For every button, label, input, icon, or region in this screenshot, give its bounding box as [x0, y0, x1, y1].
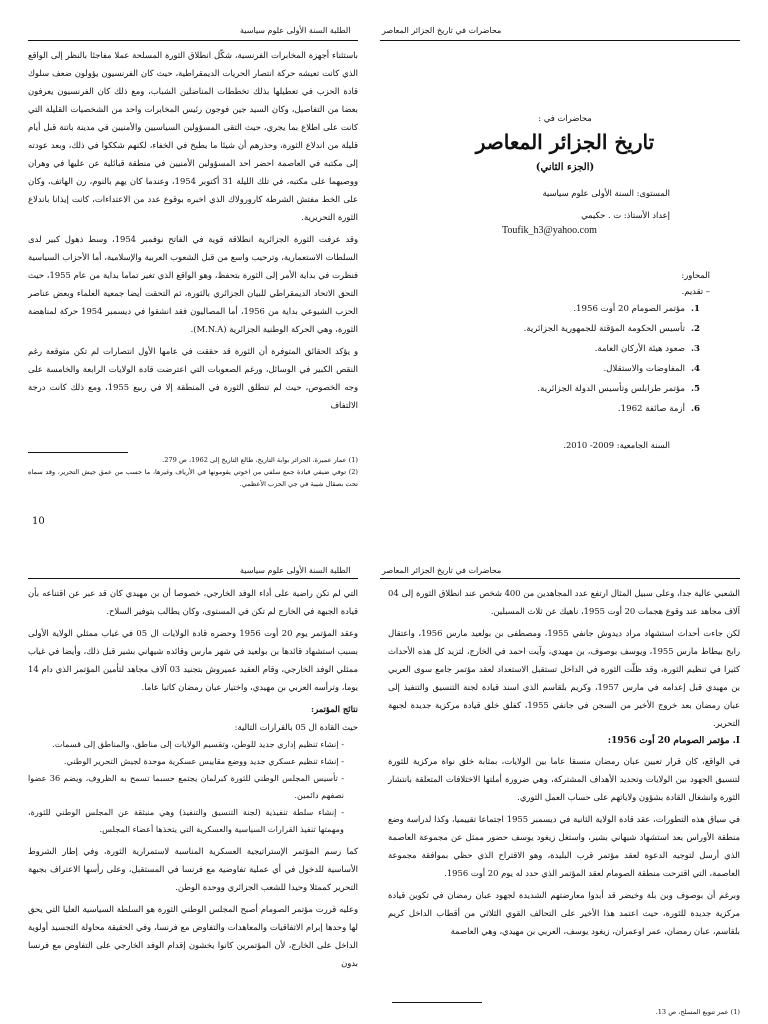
paragraph: باستثناء أجهزة المخابرات الفرنسية، شكّل انطلاق الثورة المسلحة عملا مفاجئا بالنظر إلى الواقع الذي كانت تعيشه حركة انتصار الحريات الديمقراطية، حيث كان الفرنسيون يؤولون ضعف سلوك قادة الحزب في تعطيلها بذلك تخططات المناضلين الشباب، ومع ذلك كان الفرنسيون يعرفون بعضا من التفاصيل، وكان السيد جين فوجون رئيس المخابرات واحد من الشخصيات القليلة التي كانت على اطلاع بما يجري، حيث التقى المسؤولين السياسيين والأمنيين في مدينة باتنة قبل أيام قليلة من اندلاع الثورة، وحذرهم أن شيئا ما يطبخ في الخفاء، لكنهم شككوا في ذلك، وبعد عودته إلى مكتبه في العاصمة احضر احد المسؤولين الأمنيين في منطقة قبائلية عن عليها في وهران ووصيهما على مكتبه، في تلك الليلة 31 أكتوبر 1954، وعندما كان يهم بالنوم، رن الهاتف، وكان على الخط مفتش الشرطة كارورولاك الذي اخبره بوقوع عدد من الاعتداءات، كانت إيذانا باندلاع الثورة التحريرية. [28, 50, 358, 222]
page-10-footnotes [28, 454, 358, 494]
footnote-rule [392, 1002, 482, 1003]
author-email: Toufik_h3@yahoo.com [502, 225, 597, 236]
toc-item: 5.مؤتمر طرابلس وتأسيس الدولة الجزائرية. [537, 384, 700, 394]
toc-item: 4.المفاوضات والاستقلال. [603, 364, 700, 374]
results-intro: حيث القادة ال 05 بالقرارات التالية: [234, 722, 358, 732]
page-10-body [28, 46, 358, 410]
toc-item: 3.صعود هيئة الأركان العامة. [594, 344, 700, 354]
title-page [420, 110, 710, 510]
results-label: نتائج المؤتمر: [311, 704, 358, 714]
toc-item: 6.أزمة صائفة 1962. [617, 404, 700, 414]
footnote: (1) عمر تنويع المسلح، ص 13. [655, 1008, 740, 1016]
toc-item: 1.مؤتمر الصومام 20 أوت 1956. [573, 304, 700, 314]
paragraph: وقد عرفت الثورة الجزائرية انطلاقة قوية في الفاتح نوفمبر 1954، وسط ذهول كبير لدى السلطات الاستعمارية، وترحيب واسع من قبل الشعوب العربية والإسلامية، أما الأحزاب السياسية فنظرت في بداية الأمر إلى الثورة بتحفظ، وهو الواقع الذي تغير تماما بداية من عام 1955، حيث التحق الاتحاد الديمقراطي للبيان الجزائري بالثورة، ثم التحقت أيضا جمعية العلماء وبعض عناصر الحزب الشيوعي بداية من 1956، أما المصاليون فقد انشقوا في ديسمبر 1954 حركة لمناهضة الثورة، وهي الحركة الوطنية الجزائرية (M.N.A). [28, 234, 358, 334]
bottom-right-body [388, 584, 740, 984]
section-heading: I. مؤتمر الصومام 20 أوت 1956: [607, 736, 740, 746]
running-header-left: الطلبة السنة الأولى علوم سياسية [240, 566, 351, 575]
academic-year: السنة الجامعية: 2009- 2010. [563, 440, 670, 450]
running-header-right: محاضرات في تاريخ الجزائر المعاصر [382, 26, 502, 35]
toc-item: 2.تأسيس الحكومة المؤقتة للجمهورية الجزائرية. [523, 324, 700, 334]
prepared-by: إعداد الأستاذ: ت . حكيمي [581, 210, 670, 220]
paragraph: كما رسم المؤتمر الإستراتيجية العسكرية المناسبة لاستمرارية الثورة، وفي إطار الشروط الأساسية للدخول في أي عملية تفاوضية مع فرنسا في المستقبل، وعلى رأسها الاعتراف بجبهة التحرير كممثلا وحيدا للشعب الجزائري ووحدة الوطن. [28, 846, 358, 892]
results-list [28, 736, 358, 838]
running-header-left: الطلبة السنة الأولى علوم سياسية [240, 26, 351, 35]
axes-label: المحاور: [681, 270, 710, 280]
bottom-sheet [0, 556, 768, 1024]
list-item: - تأسيس المجلس الوطني للثورة كبرلمان يجتمع حسبما تسمح به الظروف، ويضم 36 عضوا نصفهم دائمين. [28, 770, 344, 804]
paragraph: وعقد المؤتمر يوم 20 أوت 1956 وحضره قادة الولايات ال 05 في غياب ممثلي الولاية الأولى بسبب استشهاد قائدها بن بولعيد في شهر مارس وقائده شيهاني بشير قبل ذلك، وأيضا في غياب ممثلي الوفد الخارجي، وقام العقيد عميروش بتجنيد 03 آلاف مجاهد لتأمين المؤتمر الذي دام 14 يوما، وترأسه العربي بن مهيدي، واختيار عبان رمضان كاتبا عاما. [28, 628, 358, 692]
paragraph: التي لم تكن راضية على أداء الوفد الخارجي، خصوصا أن بن مهيدي كان قد عبر عن اقتناعه بأن قيادة الجبهة في الخارج لم تكن في المستوى، وكان يطالب بتوفير السلاح. [28, 588, 358, 616]
header-rule [380, 40, 740, 41]
list-item: - إنشاء سلطة تنفيذية (لجنة التنسيق والتنفيذ) وهي منبثقة عن المجلس الوطني للثورة، ومهمتها تنفيذ القرارات السياسية والعسكرية التي يتخذها أعضاء المجلس. [28, 804, 344, 838]
bottom-right-footnote [388, 1006, 740, 1022]
paragraph: وعليه قررت مؤتمر الصومام أصبح المجلس الوطني الثورة هو السلطة السياسية العليا التي يحق لها وحدها إبرام الاتفاقيات والمعاهدات والتفاوض مع فرنسا، وفي الحقيقة محاولة التجسيد أولوية الداخل على الخارج، لأن المؤتمرين كانوا يخشون إقدام الوفد الخارجي على التفاوض مع فرنسا بدون [28, 904, 358, 968]
footnote: (2) توفي ضيقي قيادة جمع سلفي من اخوتي يقومونها في الأرياف وغيرها، ما حسب من عمق جيش التحرير، وقد سماه تحت بصقال شيبة في جي الحزب الأعظمي. [28, 468, 358, 488]
paragraph: وبرغم أن بوصوف وبن بلة وخيضر قد أبدوا معارضتهم الشديدة لجهود عبان رمضان في تكوين قيادة مركزية جديدة للثورة، حيث اعتمد هذا الأخير على التحالف القوي الثلاثي من أقطاب الداخل كريم بلقاسم، عبان رمضان، عمر اوعمران، زيغود يوسف، العربي بن مهيدي، وهي العاصمة [388, 890, 740, 936]
paragraph: في الواقع، كان قرار تعيين عبان رمضان منسقا عاما بين الولايات، بمثابة خلق نواة مركزية للثورة لتنسيق الجهود بين الولايات وتحديد الأهداف المشتركة، وهي ضرورة أملتها الاختلافات المتعلقة بانتشار الثورة وانشغال القادة بشؤون ولاياتهم على حساب العمل الثوري. [388, 756, 740, 802]
list-item: - إنشاء تنظيم إداري جديد للوطن، وتقسيم الولايات إلى مناطق، والمناطق إلى قسمات. [28, 736, 344, 753]
paragraph: في سياق هذه التطورات، عقد قادة الولاية الثانية في ديسمبر 1955 اجتماعا تقييميا، وكذا لدراسة وضع منطقة الأوراس بعد استشهاد شيهاني بشير، واستغل زيغود يوسف حضور ممثل عن مجموعة العاصمة الذي أرسل لتوجيه الدعوة لعقد مؤتمر قرب البليدة، وهو الاقتراح الذي حظي بموافقة مجموعة العاصمة، التي اقترحت منطقة الصومام لعقد المؤتمر الذي حدد له يوم 20 أوت 1956. [388, 814, 740, 878]
bottom-left-body [28, 584, 358, 1020]
footnote: (1) عمار عميرة، الجزائر بوابة التاريخ، طالع التاريخ إلى 1962، ص 279. [162, 456, 358, 464]
level: المستوى: السنة الأولى علوم سياسية [542, 188, 670, 198]
part-label: (الجزء الثاني) [535, 162, 595, 173]
header-rule [380, 578, 740, 579]
paragraph: لكن جاءت أحداث استشهاد مراد ديدوش جانفي 1955، ومصطفى بن بولعيد مارس 1956، واعتقال رابح بيطاط مارس 1955، ويوسف بوصوف، بن مهيدي، وآيت احمد في الخارج، لتزيد كل هذه الأحداث كثيرا في تنظيم الثورة، وقد ظلّت الثورة في الداخل تستقبل الاستعداد لعقد مؤتمر جامع سوى العربي بن مهيدي قبل إعدامه في مارس 1957، وكريم بلقاسم الذي اسند قيادة لجنة التنسيق والتنفيذ إلى عبان رمضان بعد خروج الأخير من السجن في جانفي 1955، كفلق خلق قيادة مركزية جديدة لجبهة التحرير. [388, 628, 740, 728]
lectures-in-label: محاضرات في : [538, 113, 592, 123]
paragraph: الشعبي عالية جدا، وعلى سبيل المثال ارتفع عدد المجاهدين من 400 شخص عند انطلاق الثورة إلى 04 آلاف مجاهد عند وقوع هجمات 20 أوت 1955، ناهيك عن ثلاث المسبلين. [388, 588, 740, 616]
running-header-right: محاضرات في تاريخ الجزائر المعاصر [382, 566, 502, 575]
intro-item: – تقديم. [681, 286, 710, 296]
footnote-rule [28, 452, 128, 453]
toc-list [420, 299, 710, 419]
header-rule [28, 40, 358, 41]
book-title: تاريخ الجزائر المعاصر [475, 130, 655, 154]
page-number: 10 [32, 516, 45, 527]
header-rule [28, 578, 358, 579]
paragraph: و يؤكد الحقائق المتوفرة أن الثورة قد حققت في عامها الأول انتصارات لم تكن متوقعة رغم النقص الكبير في الوسائل، ورغم الصعوبات التي اعترضت قادة الولايات الرابعة والخامسة على وجه الخصوص، حيث لم تنطلق الثورة في المنطقة إلا في ربيع 1955، ومع ذلك كانت درجة الالتفاف [28, 346, 358, 410]
list-item: - إنشاء تنظيم عسكري جديد ووضع مقاييس عسكرية موحدة لجيش التحرير الوطني. [28, 753, 344, 770]
